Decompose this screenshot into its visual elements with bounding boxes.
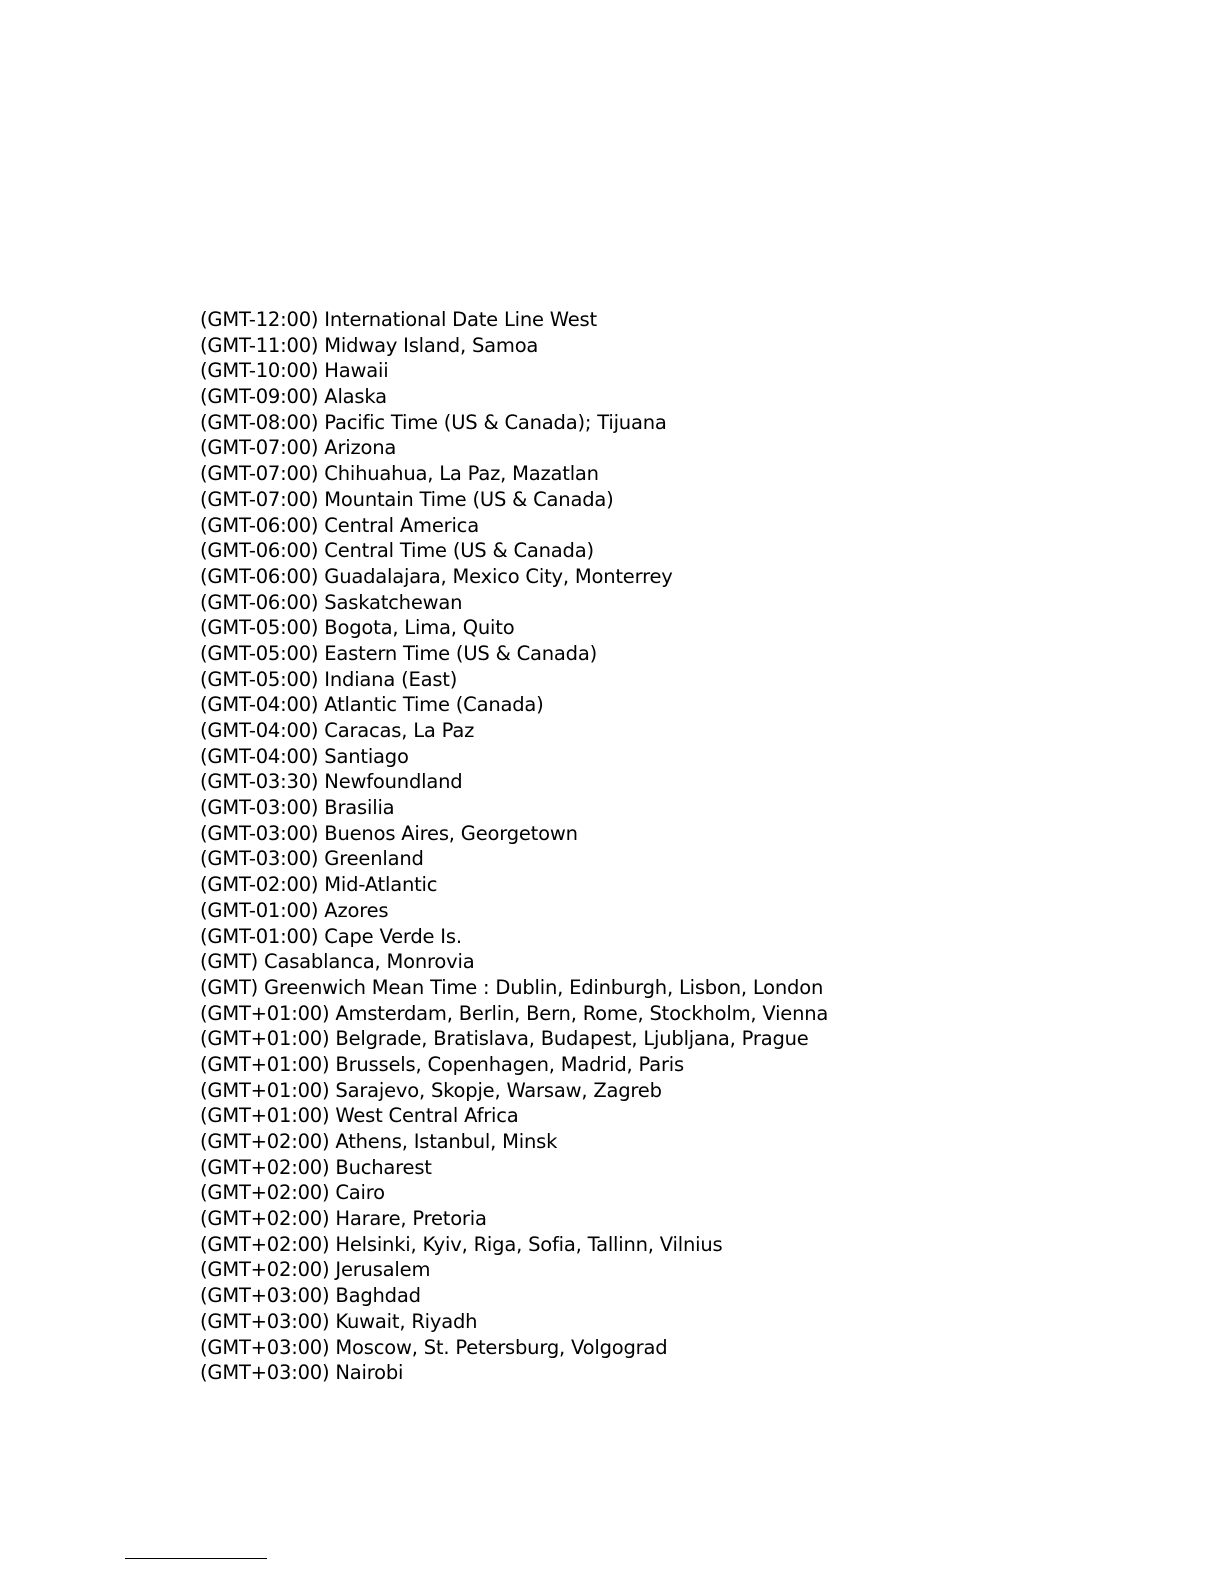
timezone-item: (GMT-04:00) Santiago — [200, 744, 409, 768]
timezone-item: (GMT-12:00) International Date Line West — [200, 308, 597, 331]
timezone-item: (GMT+02:00) Jerusalem — [200, 1258, 431, 1282]
timezone-item: (GMT-07:00) Chihuahua, La Paz, Mazatlan — [200, 462, 599, 486]
timezone-item: (GMT-03:00) Brasilia — [200, 796, 395, 820]
timezone-item: (GMT-03:00) Greenland — [200, 847, 424, 871]
timezone-item: (GMT-07:00) Arizona — [200, 436, 397, 460]
timezone-item: (GMT+03:00) Nairobi — [200, 1361, 404, 1385]
timezone-item: (GMT+01:00) Belgrade, Bratislava, Budapest, Ljubljana, Prague — [200, 1027, 809, 1051]
timezone-item: (GMT-09:00) Alaska — [200, 385, 387, 409]
timezone-item: (GMT+01:00) West Central Africa — [200, 1104, 519, 1128]
timezone-item: (GMT+03:00) Moscow, St. Petersburg, Volgograd — [200, 1335, 668, 1359]
timezone-item: (GMT) Casablanca, Monrovia — [200, 950, 475, 974]
timezone-item: (GMT-07:00) Mountain Time (US & Canada) — [200, 487, 614, 511]
timezone-item: (GMT+02:00) Bucharest — [200, 1155, 432, 1179]
timezone-item: (GMT-05:00) Bogota, Lima, Quito — [200, 616, 515, 640]
timezone-item: (GMT-05:00) Indiana (East) — [200, 667, 458, 691]
timezone-item: (GMT-08:00) Pacific Time (US & Canada); Tijuana — [200, 410, 667, 434]
timezone-item: (GMT-03:30) Newfoundland — [200, 770, 463, 794]
timezone-item: (GMT-06:00) Guadalajara, Mexico City, Monterrey — [200, 564, 673, 588]
timezone-item: (GMT+01:00) Brussels, Copenhagen, Madrid, Paris — [200, 1052, 684, 1076]
timezone-item: (GMT+02:00) Athens, Istanbul, Minsk — [200, 1130, 558, 1153]
timezone-item: (GMT+02:00) Harare, Pretoria — [200, 1207, 487, 1231]
timezone-list — [200, 307, 828, 1386]
timezone-item: (GMT+02:00) Cairo — [200, 1181, 385, 1205]
timezone-item: (GMT-05:00) Eastern Time (US & Canada) — [200, 641, 597, 665]
timezone-item: (GMT-01:00) Cape Verde Is. — [200, 924, 462, 948]
timezone-item: (GMT-02:00) Mid-Atlantic — [200, 873, 438, 897]
timezone-item: (GMT-04:00) Atlantic Time (Canada) — [200, 693, 544, 717]
timezone-item: (GMT-03:00) Buenos Aires, Georgetown — [200, 821, 578, 845]
timezone-item: (GMT-06:00) Central America — [200, 513, 479, 537]
timezone-item: (GMT+01:00) Amsterdam, Berlin, Bern, Rome, Stockholm, Vienna — [200, 1001, 829, 1025]
timezone-item: (GMT) Greenwich Mean Time : Dublin, Edinburgh, Lisbon, London — [200, 975, 824, 999]
timezone-item: (GMT+01:00) Sarajevo, Skopje, Warsaw, Zagreb — [200, 1078, 662, 1102]
timezone-item: (GMT-10:00) Hawaii — [200, 359, 389, 383]
timezone-item: (GMT-11:00) Midway Island, Samoa — [200, 333, 539, 357]
timezone-item: (GMT-06:00) Saskatchewan — [200, 590, 463, 614]
timezone-item: (GMT+02:00) Helsinki, Kyiv, Riga, Sofia, Tallinn, Vilnius — [200, 1232, 723, 1256]
timezone-item: (GMT-01:00) Azores — [200, 898, 389, 922]
timezone-item: (GMT+03:00) Kuwait, Riyadh — [200, 1309, 478, 1333]
footnote-separator — [125, 1558, 267, 1559]
timezone-item: (GMT+03:00) Baghdad — [200, 1284, 421, 1308]
timezone-item: (GMT-04:00) Caracas, La Paz — [200, 719, 475, 742]
timezone-item: (GMT-06:00) Central Time (US & Canada) — [200, 539, 594, 563]
